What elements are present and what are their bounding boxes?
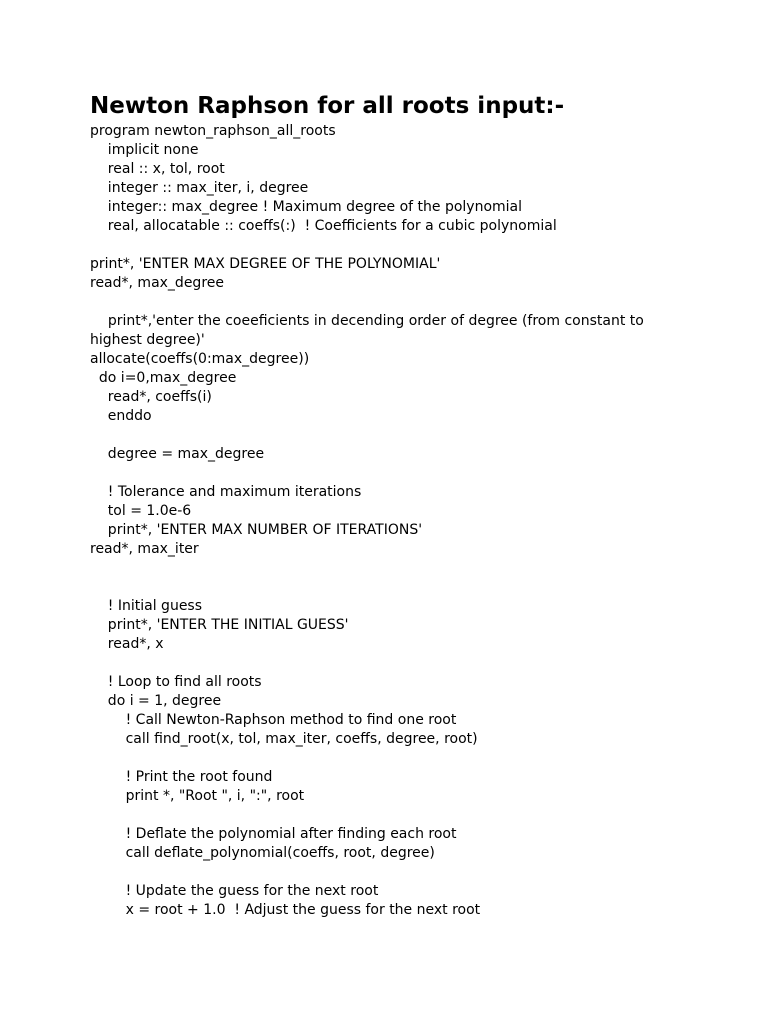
code-line: print*, 'ENTER THE INITIAL GUESS': [90, 617, 349, 633]
code-line: enddo: [90, 408, 152, 424]
code-line: do i = 1, degree: [90, 693, 222, 709]
code-line: real, allocatable :: coeffs(:) ! Coefficients for a cubic polynomial: [90, 218, 557, 234]
code-line: degree = max_degree: [90, 446, 265, 462]
code-line: call find_root(x, tol, max_iter, coeffs, degree, root): [90, 731, 478, 747]
blank-line: [90, 559, 650, 578]
code-comment: ! Deflate the polynomial after finding each root: [90, 826, 457, 842]
code-line: tol = 1.0e-6: [90, 503, 192, 519]
code-comment: ! Update the guess for the next root: [90, 883, 379, 899]
blank-line: [90, 863, 650, 882]
code-line: do i=0,max_degree: [90, 370, 237, 386]
blank-line: [90, 749, 650, 768]
blank-line: [90, 293, 650, 312]
code-line: read*, coeffs(i): [90, 389, 212, 405]
code-comment: ! Tolerance and maximum iterations: [90, 484, 362, 500]
code-comment: ! Initial guess: [90, 598, 203, 614]
code-line: read*, max_iter: [90, 541, 199, 557]
code-line: print*, 'ENTER MAX DEGREE OF THE POLYNOMIAL': [90, 256, 441, 272]
code-line: print*, 'ENTER MAX NUMBER OF ITERATIONS': [90, 522, 423, 538]
blank-line: [90, 426, 650, 445]
blank-line: [90, 578, 650, 597]
code-line: read*, x: [90, 636, 164, 652]
code-line: print*,'enter the coeeficients in decending order of degree (from constant to highest degree)': [90, 313, 649, 348]
code-line: x = root + 1.0 ! Adjust the guess for the next root: [90, 902, 481, 918]
blank-line: [90, 464, 650, 483]
code-line: read*, max_degree: [90, 275, 224, 291]
document-title: Newton Raphson for all roots input:-: [90, 93, 565, 119]
blank-line: [90, 236, 650, 255]
code-comment: ! Print the root found: [90, 769, 273, 785]
code-line: integer :: max_iter, i, degree: [90, 180, 309, 196]
code-line: allocate(coeffs(0:max_degree)): [90, 351, 310, 367]
blank-line: [90, 806, 650, 825]
code-line: call deflate_polynomial(coeffs, root, degree): [90, 845, 435, 861]
code-comment: ! Loop to find all roots: [90, 674, 262, 690]
code-comment: ! Call Newton-Raphson method to find one root: [90, 712, 457, 728]
code-line: real :: x, tol, root: [90, 161, 225, 177]
blank-line: [90, 654, 650, 673]
code-line: implicit none: [90, 142, 199, 158]
code-block: [90, 122, 650, 920]
code-line: print *, "Root ", i, ":", root: [90, 788, 305, 804]
code-line: program newton_raphson_all_roots: [90, 123, 336, 139]
code-line: integer:: max_degree ! Maximum degree of the polynomial: [90, 199, 523, 215]
